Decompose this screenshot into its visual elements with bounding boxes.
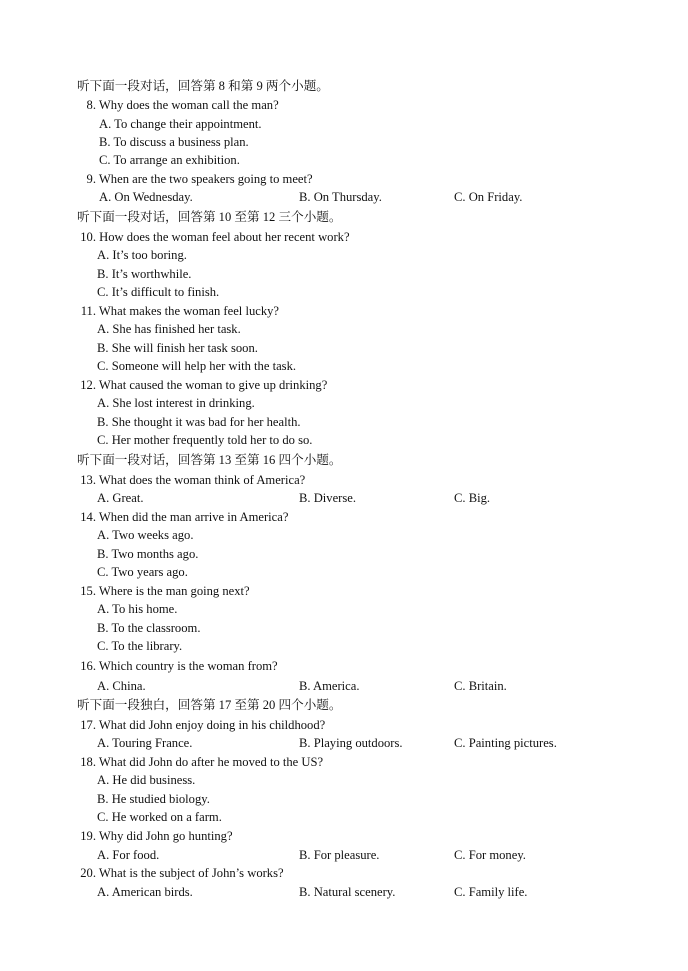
question-20 (77, 865, 284, 881)
question-10 (77, 229, 350, 245)
option-b: B. Playing outdoors. (299, 736, 403, 750)
option-c: C. On Friday. (454, 190, 523, 204)
option-c: C. Britain. (454, 679, 507, 693)
option-c: C. Family life. (454, 885, 528, 899)
section-heading: 听下面一段对话，回答第 10 至第 12 三个小题。 (77, 210, 342, 224)
option-a: A. She lost interest in drinking. (97, 396, 255, 410)
question-number: 10. (80, 230, 96, 244)
option-b: B. Natural scenery. (299, 885, 396, 899)
option-b: B. Two months ago. (97, 547, 199, 561)
question-8 (77, 97, 279, 113)
option-c: C. It’s difficult to finish. (97, 285, 220, 299)
question-text: What does the woman think of America? (98, 473, 306, 487)
question-text: What did John do after he moved to the US? (98, 755, 324, 769)
question-text: Why does the woman call the man? (98, 98, 279, 112)
option-b: B. She thought it was bad for her health. (97, 415, 301, 429)
option-a: A. China. (97, 679, 146, 693)
option-a: A. He did business. (97, 773, 196, 787)
section-heading: 听下面一段独白，回答第 17 至第 20 四个小题。 (77, 698, 342, 712)
question-number: 13. (80, 473, 96, 487)
question-text: When did the man arrive in America? (98, 510, 289, 524)
question-number: 20. (80, 866, 96, 880)
option-a: A. She has finished her task. (97, 322, 241, 336)
option-a: A. To his home. (97, 602, 178, 616)
question-12 (77, 377, 327, 393)
option-b: B. To the classroom. (97, 621, 201, 635)
option-b: B. It’s worthwhile. (97, 267, 192, 281)
question-text: What makes the woman feel lucky? (98, 304, 280, 318)
question-number: 15. (80, 584, 96, 598)
question-11 (77, 303, 279, 319)
question-16 (77, 658, 278, 674)
option-b: B. America. (299, 679, 360, 693)
option-c: C. He worked on a farm. (97, 810, 222, 824)
question-15 (77, 583, 250, 599)
option-b: B. For pleasure. (299, 848, 380, 862)
option-a: A. Touring France. (97, 736, 193, 750)
option-c: C. To the library. (97, 639, 183, 653)
question-number: 19. (80, 829, 96, 843)
question-14 (77, 509, 288, 525)
question-18 (77, 754, 323, 770)
question-number: 9. (86, 172, 96, 186)
option-a: A. Great. (97, 491, 144, 505)
question-text: Where is the man going next? (98, 584, 250, 598)
question-text: When are the two speakers going to meet? (98, 172, 313, 186)
question-number: 8. (86, 98, 96, 112)
question-text: Which country is the woman from? (98, 659, 278, 673)
question-text: What is the subject of John’s works? (98, 866, 284, 880)
question-17 (77, 717, 325, 733)
option-b: B. She will finish her task soon. (97, 341, 258, 355)
question-number: 18. (80, 755, 96, 769)
option-c: C. Someone will help her with the task. (97, 359, 297, 373)
option-a: A. For food. (97, 848, 160, 862)
section-heading: 听下面一段对话，回答第 8 和第 9 两个小题。 (77, 79, 329, 93)
question-number: 16. (80, 659, 96, 673)
question-number: 14. (80, 510, 96, 524)
question-number: 11. (80, 304, 96, 318)
option-b: B. On Thursday. (299, 190, 382, 204)
question-text: How does the woman feel about her recent work? (99, 230, 350, 244)
option-b: B. He studied biology. (97, 792, 210, 806)
option-b: B. Diverse. (299, 491, 357, 505)
option-c: C. Her mother frequently told her to do so. (97, 433, 313, 447)
question-9 (77, 171, 313, 187)
option-c: C. To arrange an exhibition. (99, 153, 240, 167)
option-c: C. For money. (454, 848, 526, 862)
option-a: A. American birds. (97, 885, 193, 899)
section-heading: 听下面一段对话，回答第 13 至第 16 四个小题。 (77, 453, 342, 467)
question-19 (77, 828, 233, 844)
option-a: A. On Wednesday. (99, 190, 193, 204)
question-13 (77, 472, 305, 488)
question-number: 17. (80, 718, 96, 732)
question-text: Why did John go hunting? (98, 829, 233, 843)
option-a: A. Two weeks ago. (97, 528, 194, 542)
option-b: B. To discuss a business plan. (99, 135, 249, 149)
option-c: C. Big. (454, 491, 491, 505)
option-a: A. It’s too boring. (97, 248, 187, 262)
question-number: 12. (80, 378, 96, 392)
question-text: What did John enjoy doing in his childhood? (98, 718, 326, 732)
option-c: C. Painting pictures. (454, 736, 557, 750)
option-a: A. To change their appointment. (99, 117, 262, 131)
question-text: What caused the woman to give up drinking? (98, 378, 328, 392)
option-c: C. Two years ago. (97, 565, 188, 579)
